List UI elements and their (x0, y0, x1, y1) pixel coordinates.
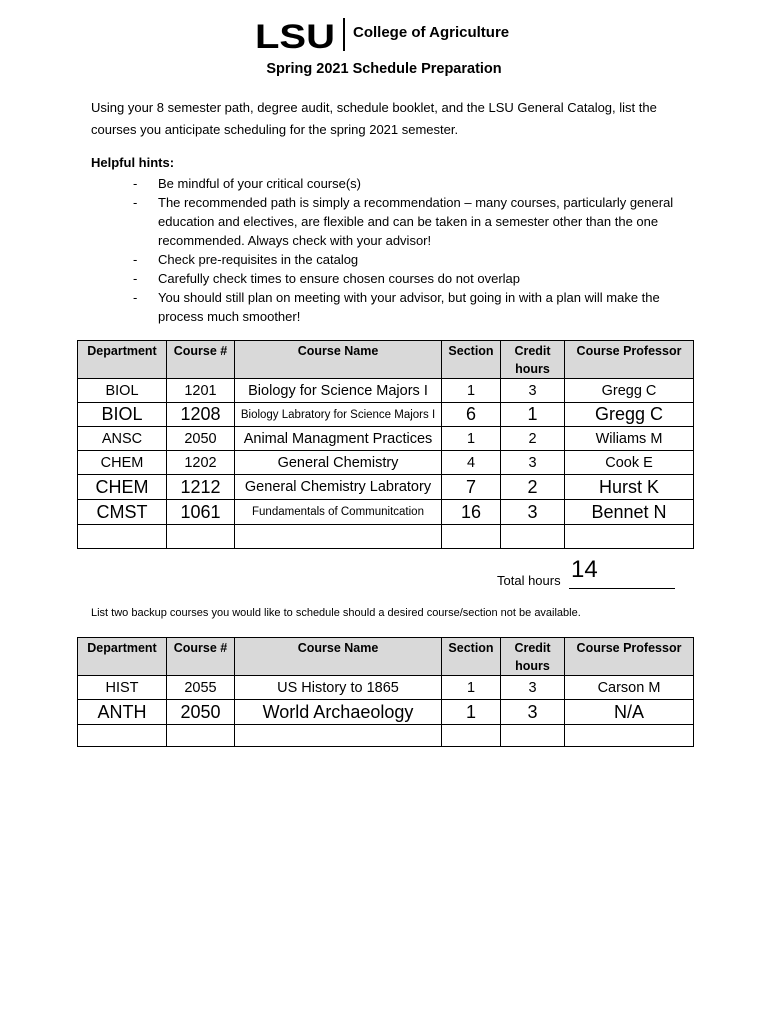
hint-text: You should still plan on meeting with your advisor, but going in with a plan will make the process much smoother! (158, 290, 660, 324)
cell-credit-hours: 3 (501, 451, 565, 475)
cell-professor[interactable] (565, 525, 694, 549)
total-hours-value: 14 (571, 556, 598, 583)
hint-item (133, 193, 693, 250)
col-header-course-number: Course # (167, 341, 235, 379)
table-row (78, 379, 694, 403)
cell-department: CMST (78, 500, 167, 525)
cell-course-number: 2050 (167, 427, 235, 451)
document-header (0, 16, 768, 54)
table-row-empty (78, 725, 694, 747)
cell-course-name: Biology Labratory for Science Majors I (235, 403, 442, 427)
cell-section: 6 (442, 403, 501, 427)
schedule-table (77, 340, 694, 549)
cell-professor: Cook E (565, 451, 694, 475)
cell-professor[interactable] (565, 725, 694, 747)
cell-department: BIOL (78, 379, 167, 403)
cell-department: CHEM (78, 451, 167, 475)
cell-department: HIST (78, 676, 167, 700)
cell-department: CHEM (78, 475, 167, 500)
cell-section[interactable] (442, 725, 501, 747)
svg-text:LSU: LSU (255, 18, 335, 52)
cell-credit-hours[interactable] (501, 525, 565, 549)
cell-course-number: 1201 (167, 379, 235, 403)
cell-course-name: General Chemistry Labratory (235, 475, 442, 500)
cell-department: ANTH (78, 700, 167, 725)
intro-text: Using your 8 semester path, degree audit, schedule booklet, and the LSU General Catalog, list the courses you anticipate scheduling for the spring 2021 semester. (91, 100, 657, 137)
table-row (78, 451, 694, 475)
cell-course-number: 2055 (167, 676, 235, 700)
cell-course-name[interactable] (235, 725, 442, 747)
col-header-section: Section (442, 341, 501, 379)
backup-note: List two backup courses you would like to schedule should a desired course/section not be available. (91, 607, 581, 619)
cell-professor: N/A (565, 700, 694, 725)
page-title: Spring 2021 Schedule Preparation (266, 61, 502, 77)
col-header-course-name: Course Name (235, 638, 442, 676)
cell-credit-hours: 3 (501, 700, 565, 725)
cell-professor: Gregg C (565, 379, 694, 403)
cell-professor: Wiliams M (565, 427, 694, 451)
hint-item (133, 288, 693, 326)
hint-dash: - (133, 176, 138, 191)
cell-course-number: 1061 (167, 500, 235, 525)
hint-dash: - (133, 271, 138, 286)
hint-text: Be mindful of your critical course(s) (158, 176, 362, 191)
total-hours-line (569, 588, 675, 589)
cell-section: 4 (442, 451, 501, 475)
hint-dash: - (133, 290, 138, 305)
total-hours-label: Total hours (497, 573, 561, 588)
cell-course-number: 1208 (167, 403, 235, 427)
cell-course-name: World Archaeology (235, 700, 442, 725)
hint-dash: - (133, 252, 138, 267)
cell-course-name: Animal Managment Practices (235, 427, 442, 451)
col-header-course-number: Course # (167, 638, 235, 676)
cell-course-number[interactable] (167, 525, 235, 549)
lsu-logo (255, 18, 337, 52)
col-header-course-name: Course Name (235, 341, 442, 379)
backup-table (77, 637, 694, 747)
cell-credit-hours: 2 (501, 475, 565, 500)
cell-department[interactable] (78, 525, 167, 549)
cell-professor: Bennet N (565, 500, 694, 525)
cell-credit-hours[interactable] (501, 725, 565, 747)
hint-item (133, 269, 693, 288)
cell-section: 1 (442, 379, 501, 403)
table-row (78, 500, 694, 525)
cell-course-name: US History to 1865 (235, 676, 442, 700)
logo-divider (343, 18, 345, 51)
hint-text: Carefully check times to ensure chosen courses do not overlap (158, 271, 521, 286)
hints-list (133, 174, 693, 326)
cell-section: 1 (442, 427, 501, 451)
cell-credit-hours: 3 (501, 676, 565, 700)
cell-course-name: Fundamentals of Communitcation (235, 500, 442, 525)
cell-course-name: General Chemistry (235, 451, 442, 475)
cell-section: 1 (442, 700, 501, 725)
hint-item (133, 174, 693, 193)
table-row (78, 475, 694, 500)
table-header-row (78, 638, 694, 676)
cell-section[interactable] (442, 525, 501, 549)
cell-credit-hours: 2 (501, 427, 565, 451)
cell-course-number: 2050 (167, 700, 235, 725)
cell-course-number[interactable] (167, 725, 235, 747)
table-row (78, 676, 694, 700)
cell-section: 7 (442, 475, 501, 500)
cell-credit-hours: 1 (501, 403, 565, 427)
cell-course-number: 1202 (167, 451, 235, 475)
col-header-section: Section (442, 638, 501, 676)
cell-course-name[interactable] (235, 525, 442, 549)
cell-credit-hours: 3 (501, 379, 565, 403)
college-name: College of Agriculture (353, 24, 510, 41)
col-header-credit-hours: Credit hours (501, 638, 565, 676)
cell-professor: Hurst K (565, 475, 694, 500)
hint-item (133, 250, 693, 269)
table-row-empty (78, 525, 694, 549)
cell-professor: Gregg C (565, 403, 694, 427)
table-header-row (78, 341, 694, 379)
col-header-professor: Course Professor (565, 638, 694, 676)
hint-text: The recommended path is simply a recommendation – many courses, particularly general education and electives, are flexible and can be taken in a semester other than the one recommended. Always check with your advisor! (158, 195, 674, 248)
table-row (78, 403, 694, 427)
col-header-credit-hours: Credit hours (501, 341, 565, 379)
hint-text: Check pre-requisites in the catalog (158, 252, 359, 267)
col-header-professor: Course Professor (565, 341, 694, 379)
cell-course-number: 1212 (167, 475, 235, 500)
col-header-department: Department (78, 341, 167, 379)
table-row (78, 700, 694, 725)
cell-section: 1 (442, 676, 501, 700)
cell-department: BIOL (78, 403, 167, 427)
table-row (78, 427, 694, 451)
cell-section: 16 (442, 500, 501, 525)
cell-department[interactable] (78, 725, 167, 747)
hint-dash: - (133, 195, 138, 210)
cell-credit-hours: 3 (501, 500, 565, 525)
col-header-department: Department (78, 638, 167, 676)
cell-course-name: Biology for Science Majors I (235, 379, 442, 403)
hints-title: Helpful hints: (91, 155, 175, 170)
cell-department: ANSC (78, 427, 167, 451)
cell-professor: Carson M (565, 676, 694, 700)
